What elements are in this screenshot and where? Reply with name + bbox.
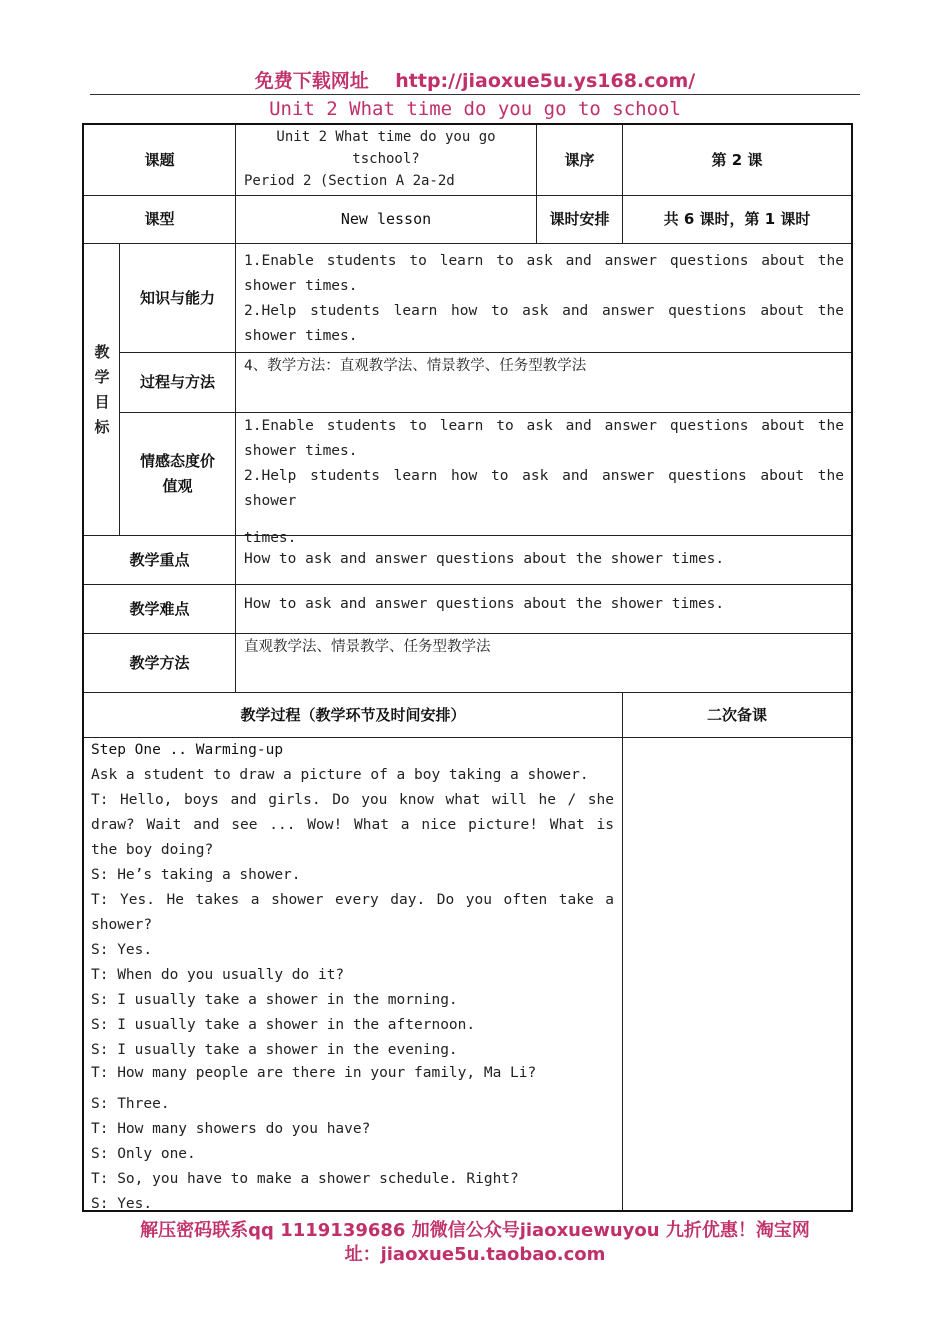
teaching-focus-text: How to ask and answer questions about the shower times. (244, 551, 725, 567)
knowledge-label: 知识与能力 (139, 288, 215, 307)
process-body (91, 738, 614, 1217)
dialogue-line: T: How many showers do you have? (91, 1121, 371, 1137)
dialogue-line: S: He’s taking a shower. (91, 867, 301, 883)
attitude-label-line: 值观 (162, 477, 193, 495)
knowledge-text (244, 249, 844, 349)
dialogue-line: T: Yes. He takes a shower every day. Do you often take a shower? (91, 892, 614, 933)
teaching-difficulty-label: 教学难点 (129, 599, 190, 618)
teaching-method-label: 教学方法 (129, 653, 190, 672)
lesson-title-line: Unit 2 What time do you go (276, 129, 496, 145)
dialogue-line: S: I usually take a shower in the evening. (91, 1042, 458, 1058)
dialogue-line: T: When do you usually do it? (91, 967, 345, 983)
dialogue-line: T: Hello, boys and girls. Do you know what will he / she draw? Wait and see ... Wow! What a nice picture! What is the boy doing? (91, 792, 614, 858)
dialogue-line: S: Yes. (91, 942, 153, 958)
objectives-char: 目 (94, 393, 110, 411)
second-prep-header: 二次备课 (706, 705, 767, 724)
lesson-title-label: 课题 (144, 150, 175, 169)
knowledge-line: 2.Help students learn how to ask and answer questions about the shower times. (244, 303, 844, 344)
attitude-label (120, 413, 235, 535)
process-header: 教学过程（教学环节及时间安排） (240, 705, 466, 724)
footer-shop-link[interactable]: 址：jiaoxue5u.taobao.com (344, 1244, 606, 1265)
attitude-line: 1.Enable students to learn to ask and answer questions about the shower times. (244, 418, 844, 459)
lesson-title-value (236, 126, 536, 192)
dialogue-line: Ask a student to draw a picture of a boy taking a shower. (91, 767, 589, 783)
dialogue-line: T: How many people are there in your family, Ma Li? (91, 1065, 537, 1081)
lesson-type-label: 课型 (144, 210, 175, 228)
schedule-value: 共 6 课时，第 1 课时 (663, 210, 811, 228)
objectives-char: 学 (94, 368, 110, 386)
dialogue-line: S: Three. (91, 1096, 170, 1112)
document-title: Unit 2 What time do you go to school (269, 98, 681, 120)
dialogue-line: S: Yes. (91, 1196, 153, 1212)
attitude-line: times. (244, 530, 297, 546)
schedule-label: 课时安排 (549, 210, 610, 228)
lesson-title-line: tschool? (352, 151, 420, 167)
footer-contact (80, 1219, 870, 1267)
header-rule (90, 94, 860, 95)
column-divider (235, 243, 236, 692)
objectives-char: 标 (94, 418, 110, 436)
attitude-line: 2.Help students learn how to ask and answer questions about the shower (244, 468, 844, 509)
lesson-plan-table (82, 123, 853, 1212)
process-method-label: 过程与方法 (139, 373, 215, 391)
attitude-text (244, 414, 844, 551)
second-prep-cell[interactable] (623, 738, 851, 1210)
objectives-group-label (92, 340, 112, 440)
attitude-label-line: 情感态度价 (139, 452, 215, 470)
sequence-value: 第 2 课 (711, 150, 763, 169)
dialogue-line: S: I usually take a shower in the morning. (91, 992, 458, 1008)
dialogue-line: S: I usually take a shower in the afternoon. (91, 1017, 476, 1033)
objectives-char: 教 (94, 343, 110, 361)
teaching-method-text: 直观教学法、情景教学、任务型教学法 (244, 639, 491, 655)
dialogue-line: T: So, you have to make a shower schedule. Right? (91, 1171, 519, 1187)
footer-line: 解压密码联系qq 1119139686 加微信公众号jiaoxuewuyou 九折优惠！淘宝网 (140, 1220, 810, 1241)
knowledge-line: 1.Enable students to learn to ask and answer questions about the shower times. (244, 253, 844, 294)
teaching-focus-label: 教学重点 (129, 550, 190, 569)
lesson-title-line: Period 2 (Section A 2a-2d (244, 173, 455, 189)
teaching-difficulty-text: How to ask and answer questions about the shower times. (244, 596, 725, 612)
step-heading: Step One .. Warming-up (91, 742, 284, 758)
download-link-banner[interactable]: 免费下载网址 http://jiaoxue5u.ys168.com/ (254, 70, 696, 92)
dialogue-line: S: Only one. (91, 1146, 196, 1162)
process-method-text: 4、教学方法：直观教学法、情景教学、任务型教学法 (244, 358, 587, 374)
sequence-label: 课序 (564, 150, 595, 169)
lesson-type-value: New lesson (340, 210, 432, 228)
